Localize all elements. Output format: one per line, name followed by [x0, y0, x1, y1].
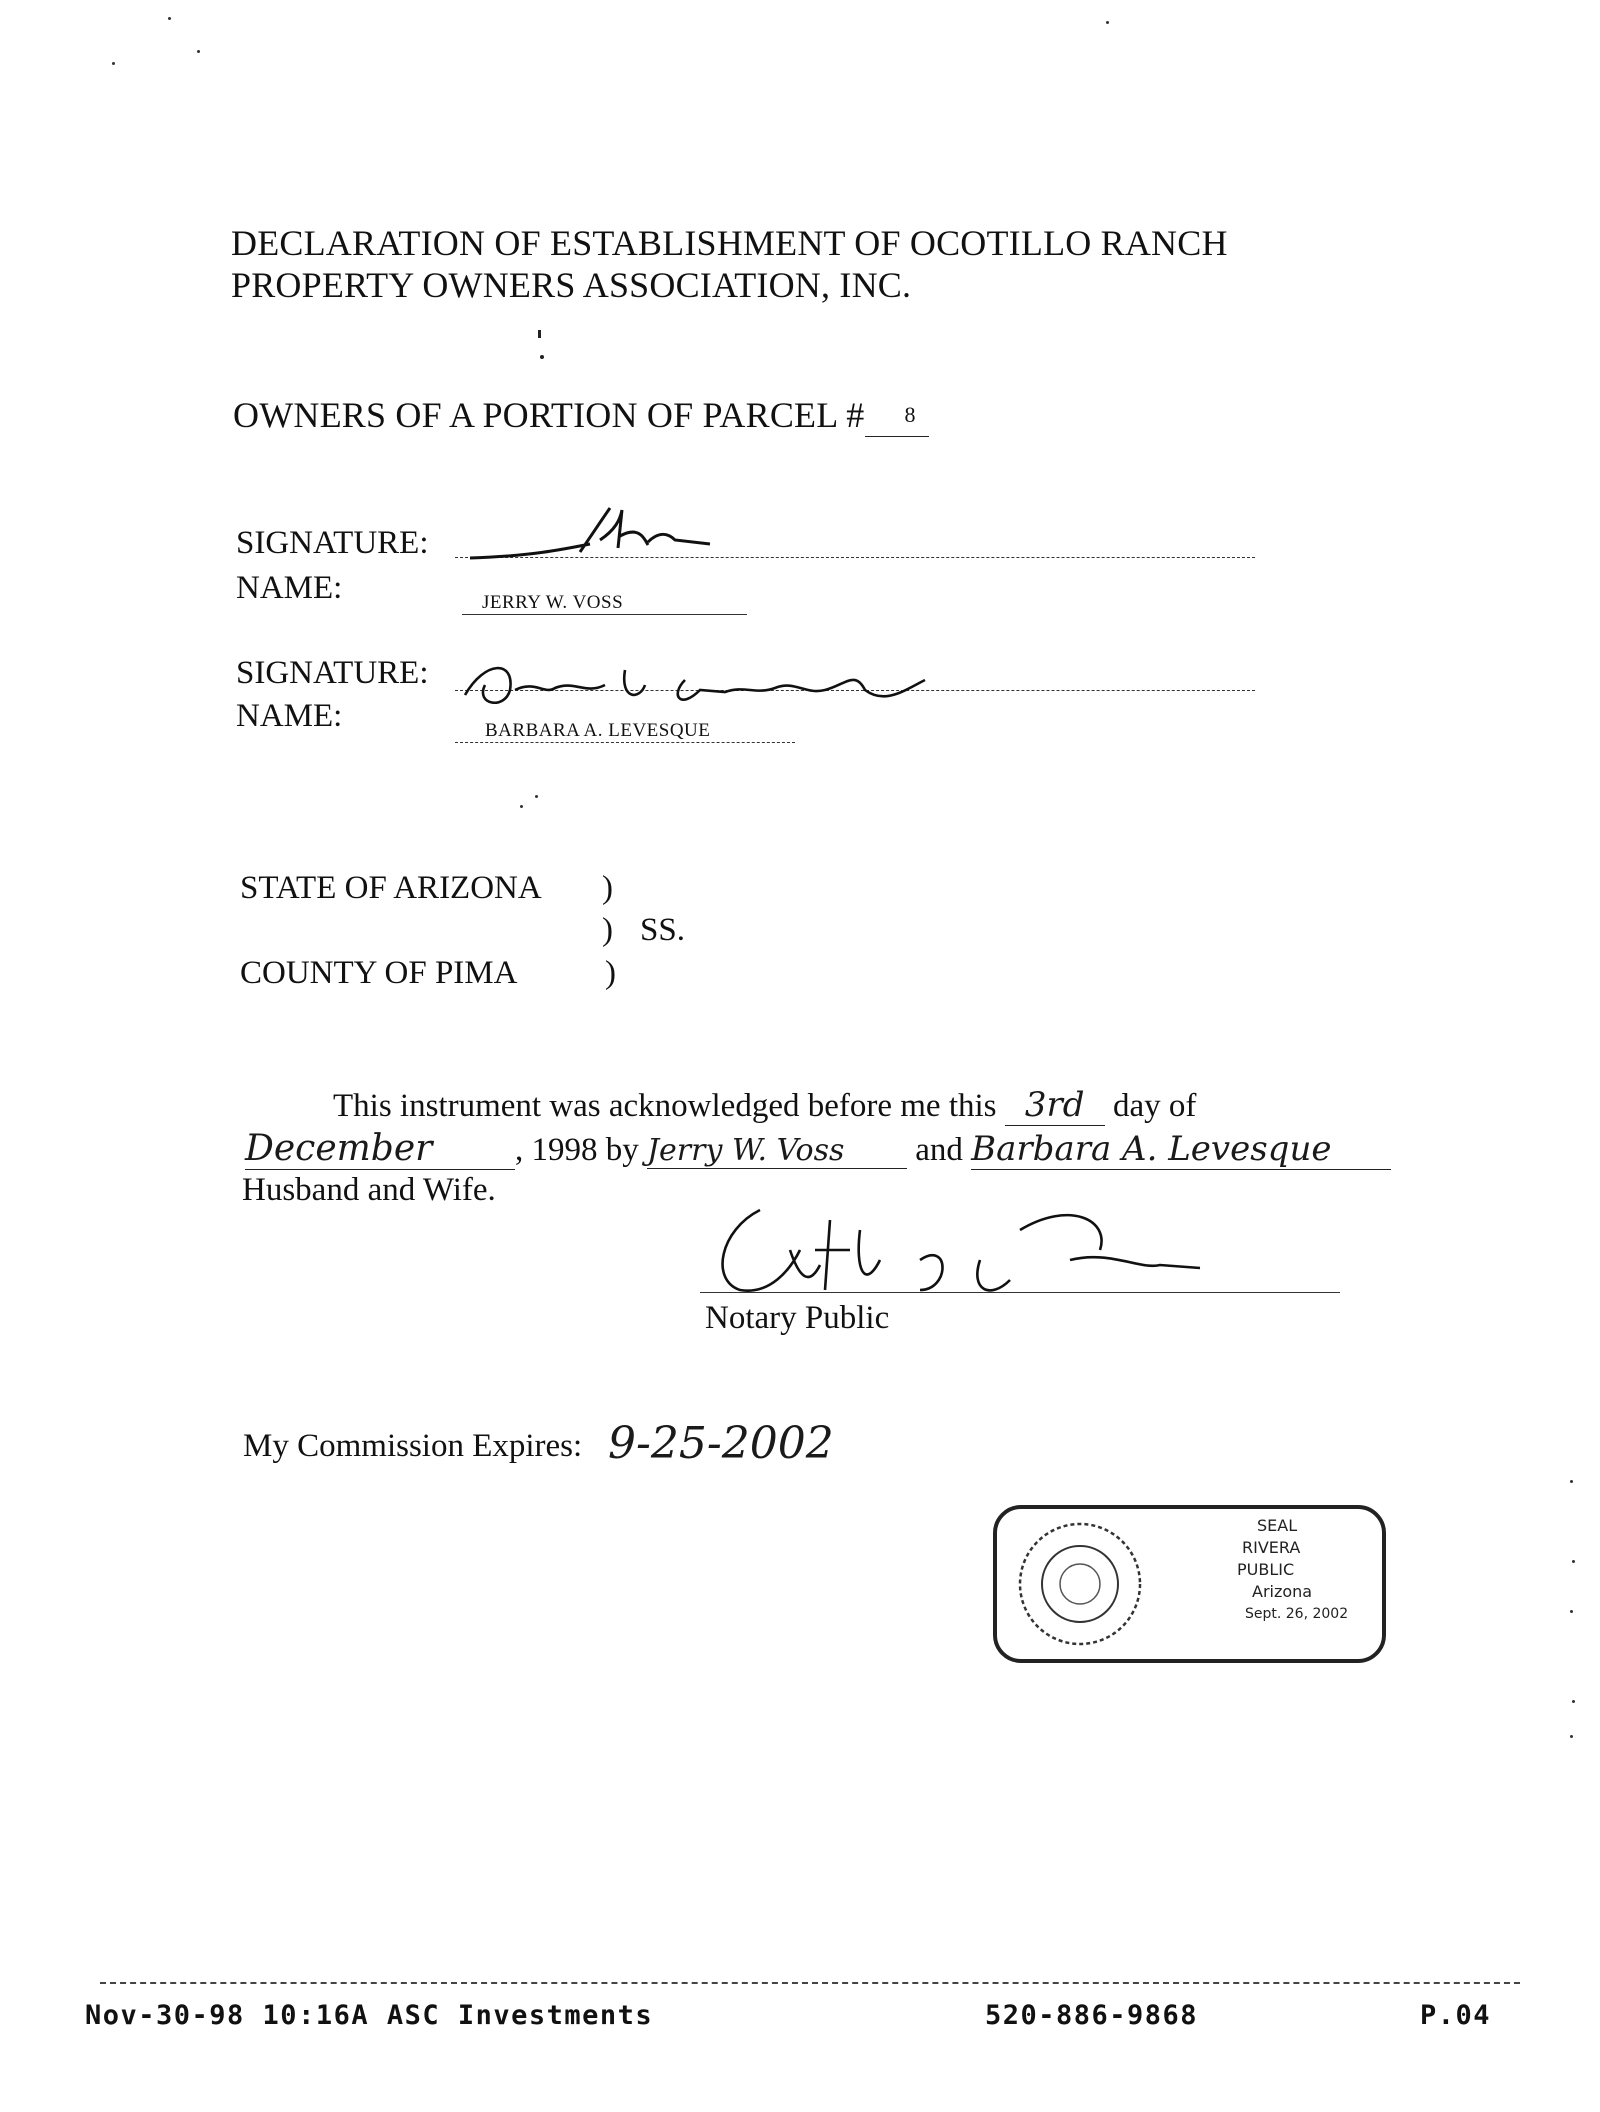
seal-line-5: Sept. 26, 2002	[1245, 1606, 1349, 1622]
notary-signature-line	[700, 1292, 1340, 1293]
ss-label: SS.	[640, 912, 685, 948]
ack-person-2: Barbara A. Levesque	[971, 1129, 1391, 1170]
parcel-number-field	[865, 394, 929, 437]
ack-text-year-by: , 1998 by	[515, 1132, 639, 1168]
signature-1-handwriting	[470, 500, 730, 570]
stray-mark	[538, 330, 541, 338]
ack-text-day-of: day of	[1113, 1088, 1197, 1124]
signature-2-label: SIGNATURE:	[236, 655, 429, 691]
scan-speck	[1570, 1735, 1573, 1738]
ack-person-1: Jerry W. Voss	[647, 1133, 907, 1169]
scan-speck	[197, 50, 200, 53]
seal-line-3: PUBLIC	[1237, 1560, 1295, 1579]
scan-speck	[1106, 21, 1109, 24]
state-label: STATE OF ARIZONA	[240, 870, 542, 906]
county-label: COUNTY OF PIMA	[240, 955, 518, 991]
scan-speck	[535, 795, 538, 798]
name-1-value: JERRY W. VOSS	[462, 592, 747, 615]
fax-page: P.04	[1420, 2000, 1492, 2031]
ack-relationship: Husband and Wife.	[242, 1172, 496, 1208]
signature-1-label: SIGNATURE:	[236, 525, 429, 561]
ack-text-and: and	[915, 1132, 963, 1168]
paren-2: )	[602, 912, 613, 948]
seal-emblem-icon	[1015, 1519, 1145, 1649]
signature-2-handwriting	[455, 650, 935, 720]
notary-seal	[993, 1505, 1386, 1663]
document-title-line-2: PROPERTY OWNERS ASSOCIATION, INC.	[231, 265, 912, 305]
name-1-label: NAME:	[236, 570, 343, 606]
seal-line-1: SEAL	[1257, 1516, 1298, 1535]
scan-speck	[1572, 1700, 1575, 1703]
ack-month: December	[245, 1128, 515, 1170]
ack-day: 3rd	[1005, 1085, 1105, 1126]
acknowledgment-line-2	[245, 1128, 1391, 1170]
scan-speck	[168, 17, 171, 20]
paren-1: )	[602, 870, 613, 906]
scan-speck	[112, 62, 115, 65]
scan-speck	[1572, 1560, 1575, 1563]
ack-text-before-day: This instrument was acknowledged before me this	[333, 1088, 997, 1124]
stray-mark	[540, 355, 544, 359]
scan-speck	[520, 805, 523, 808]
commission-label: My Commission Expires:	[243, 1428, 583, 1464]
parcel-label	[233, 394, 929, 437]
fax-timestamp	[85, 2000, 653, 2031]
name-2-label: NAME:	[236, 698, 343, 734]
acknowledgment-line-1	[333, 1085, 1196, 1126]
document-title-line-1: DECLARATION OF ESTABLISHMENT OF OCOTILLO RANCH	[231, 223, 1228, 263]
fax-divider	[100, 1982, 1520, 1984]
scan-speck	[1570, 1610, 1573, 1613]
notary-label: Notary Public	[705, 1300, 890, 1336]
fax-sender: ASC Investments	[386, 2000, 654, 2031]
commission-date: 9-25-2002	[608, 1418, 834, 1469]
name-2-value: BARBARA A. LEVESQUE	[455, 720, 795, 743]
seal-line-4: Arizona	[1252, 1582, 1313, 1601]
fax-time: Nov-30-98 10:16A	[85, 2000, 370, 2031]
parcel-number: 8	[904, 402, 916, 427]
scan-speck	[1570, 1480, 1573, 1483]
seal-line-2: RIVERA	[1242, 1538, 1301, 1557]
seal-text	[1237, 1515, 1348, 1625]
fax-phone: 520-886-9868	[985, 2000, 1199, 2031]
parcel-label-text: OWNERS OF A PORTION OF PARCEL #	[233, 395, 865, 435]
paren-3: )	[605, 955, 616, 991]
